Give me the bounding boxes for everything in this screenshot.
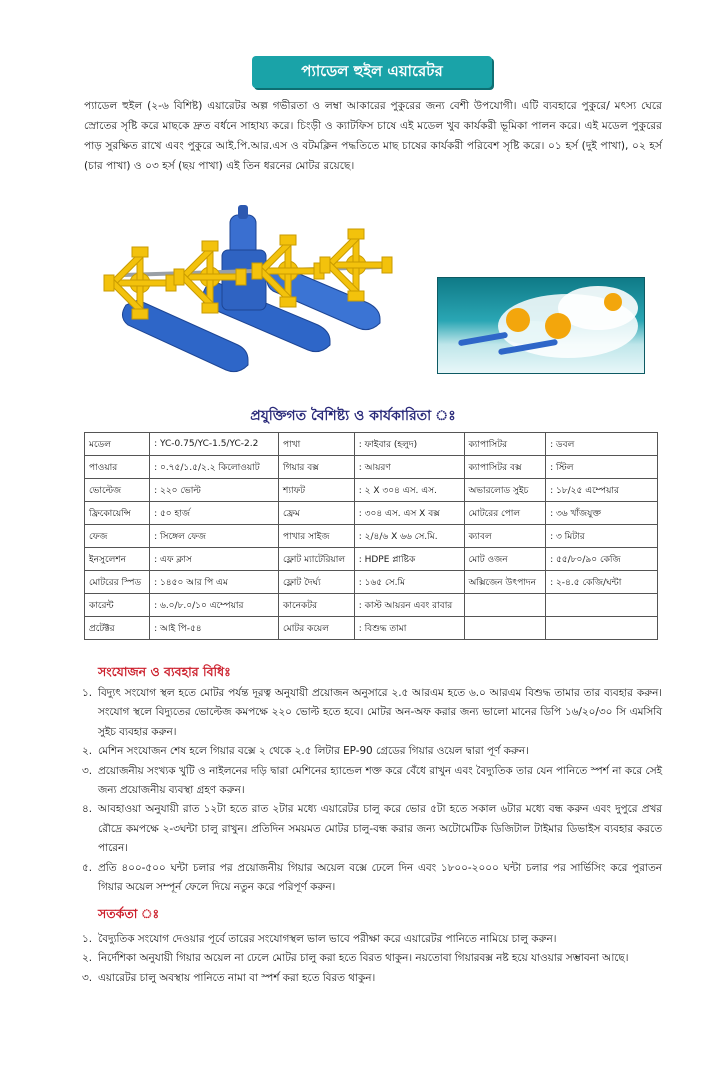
caution-heading: সতর্কতা ঃ — [98, 906, 160, 921]
spec-value: : YC-0.75/YC-1.5/YC-2.2 — [150, 433, 279, 456]
spec-key — [464, 617, 546, 640]
caution-list — [82, 930, 662, 988]
spec-value: : আয়রণ — [354, 456, 464, 479]
spec-key: কানেকটর — [279, 594, 355, 617]
spec-key: মোটরের স্পিড — [85, 571, 150, 594]
spec-value: : ৬.০/৮.০/১০ এম্পেয়ার — [150, 594, 279, 617]
spec-key: পাওয়ার — [85, 456, 150, 479]
spec-key: ফ্লোট দৈর্ঘ্য — [279, 571, 355, 594]
item-text: আবহাওয়া অনুযায়ী রাত ১২টা হতে রাত ২টার মধ্যে এয়ারেটর চালু করে ভোর ৫টা হতে সকাল ৬টার মধ্যে বন্ধ করুন এবং দুপুরে প্রখর রৌদ্রে কমপক্ষে ২-৩ঘন্টা চালু রাখুন। প্রতিদিন সময়মত মোটর চালু-বন্ধ করার জন্য অটোমেটিক ডিজিটাল টাইমার ডিভাইস ব্যবহার করতে পারেন। — [98, 803, 662, 855]
aerator-in-pond-photo — [437, 277, 645, 374]
item-text: বিদ্যুৎ সংযোগ স্থল হতে মোটর পর্যন্ত দূরত্ব অনুযায়ী প্রয়োজন অনুসারে ২.৫ আরএম হতে ৬.০ আরএম বিশুদ্ধ তামার তার ব্যবহার করুন। সংযোগ স্থলে বিদ্যুতের ভোল্টেজ কমপক্ষে ২২০ ভোল্ট হতে হবে। মোটর অন-অফ করার জন্য ভালো মানের ডিপি ১৬/২০/৩০ সি এমসিবি সুইচ ব্যবহার করুন। — [98, 687, 662, 738]
item-number: ৫. — [82, 861, 93, 874]
spec-key: প্রটেক্টর — [85, 617, 150, 640]
item-text: বৈদ্যুতিক সংযোগ দেওয়ার পূর্বে তারের সংযোগস্থল ভাল ভাবে পরীক্ষা করে এয়ারেটর পানিতে নামিয়ে চালু করুন। — [98, 933, 557, 945]
usage-heading: সংযোজন ও ব্যবহার বিধিঃ — [98, 664, 231, 679]
spec-value: : স্টিল — [546, 456, 658, 479]
spec-key: ইনসুলেশন — [85, 548, 150, 571]
spec-key: মোটর কয়েল — [279, 617, 355, 640]
spec-key: ফেজ — [85, 525, 150, 548]
spec-row — [85, 617, 658, 640]
item-number: ৪. — [82, 803, 93, 816]
spec-value — [546, 617, 658, 640]
spec-value — [546, 594, 658, 617]
item-number: ১. — [82, 933, 93, 945]
spec-heading: প্রযুক্তিগত বৈশিষ্ট্য ও কার্যকারিতা ঃ — [250, 408, 456, 424]
spec-value: : ১৪৫০ আর পি এম — [150, 571, 279, 594]
spec-value: : আই পি-৫৪ — [150, 617, 279, 640]
usage-step — [82, 800, 662, 858]
item-text: এয়ারেটর চালু অবস্থায় পানিতে নামা বা স্পর্শ করা হতে বিরত থাকুন। — [98, 971, 376, 984]
usage-list — [82, 684, 662, 897]
spec-value: : ৩০৪ এস. এস X বক্স — [354, 502, 464, 525]
spec-value: : ১৬৫ সে.মি — [354, 571, 464, 594]
item-number: ৩. — [82, 971, 93, 984]
item-number: ৩. — [82, 764, 93, 777]
spec-value: : ২/৪/৬ X ৬৬ সে.মি. — [354, 525, 464, 548]
item-text: মেশিন সংযোজন শেষ হলে গিয়ার বক্সে ২ থেকে ২.৫ লিটার EP-90 গ্রেডের গিয়ার ওয়েল দ্বারা পূর্ণ করুন। — [98, 745, 529, 758]
page-title: প্যাডেল হুইল এয়ারেটর — [252, 56, 492, 88]
spec-value: : ২ X ৩০৪ এস. এস. — [354, 479, 464, 502]
paddle-wheel-aerator-image — [98, 205, 398, 380]
item-text: নির্দেশিকা অনুযায়ী গিয়ার অয়েল না ঢেলে মোটর চালু করা হতে বিরত থাকুন। নয়তোবা গিয়ারবক্স নষ্ট হয়ে যাওয়ার সম্ভাবনা আছে। — [98, 952, 629, 965]
spec-row — [85, 571, 658, 594]
spec-value: : ৫০ হার্জ — [150, 502, 279, 525]
usage-step — [82, 742, 662, 761]
caution-item — [82, 930, 662, 949]
spec-value: : ৩ মিটার — [546, 525, 658, 548]
spec-key: পাখা — [279, 433, 355, 456]
caution-item — [82, 949, 662, 968]
spec-key: পাখার সাইজ — [279, 525, 355, 548]
spec-row — [85, 433, 658, 456]
spec-value: : ফাইবার (হলুদ) — [354, 433, 464, 456]
motor-gearbox — [222, 205, 266, 310]
spec-value: : HDPE প্লাষ্টিক — [354, 548, 464, 571]
spec-key: মডেল — [85, 433, 150, 456]
spec-table — [84, 432, 658, 640]
spec-key: ফ্রিকোয়েন্সি — [85, 502, 150, 525]
spec-row — [85, 456, 658, 479]
spec-row — [85, 479, 658, 502]
spec-key: ক্যাপাসিটর বক্স — [464, 456, 546, 479]
spec-value: : ডবল — [546, 433, 658, 456]
spec-value: : বিশুদ্ধ তামা — [354, 617, 464, 640]
spec-row — [85, 594, 658, 617]
spec-key: মোট ওজন — [464, 548, 546, 571]
spec-key: ফ্লোট ম্যাটেরিয়াল — [279, 548, 355, 571]
spec-key — [464, 594, 546, 617]
spec-row — [85, 548, 658, 571]
spec-value: : ৩৬ খাঁজযুক্ত — [546, 502, 658, 525]
spec-key: কারেন্ট — [85, 594, 150, 617]
spec-key: ক্যাপাসিটর — [464, 433, 546, 456]
spec-key: অভারলোড সুইচ — [464, 479, 546, 502]
usage-step — [82, 684, 662, 742]
item-text: প্রতি ৪০০-৫০০ ঘন্টা চলার পর প্রয়োজনীয় গিয়ার অয়েল বক্সে ঢেলে দিন এবং ১৮০০-২০০০ ঘন্টা চলার পর সার্ভিসিং করে পুরাতন গিয়ার অয়েল সম্পূর্ন ফেলে দিয়ে নতুন করে পরিপূর্ণ করুন। — [98, 861, 662, 894]
spec-key: ফ্রেম — [279, 502, 355, 525]
spec-value: : কাস্ট আয়রন এবং রাবার — [354, 594, 464, 617]
item-number: ২. — [82, 745, 93, 758]
caution-item — [82, 969, 662, 988]
spec-value: : ১৮/২৫ এম্পেয়ার — [546, 479, 658, 502]
spec-key: ক্যাবল — [464, 525, 546, 548]
spec-value: : সিঙ্গেল ফেজ — [150, 525, 279, 548]
spec-row — [85, 502, 658, 525]
usage-step — [82, 762, 662, 801]
usage-step — [82, 859, 662, 898]
item-number: ১. — [82, 687, 93, 699]
spec-value: : এফ ক্লাস — [150, 548, 279, 571]
item-text: প্রয়োজনীয় সংখ্যক খুটি ও নাইলনের দড়ি দ্বারা মেশিনের হ্যান্ডেল শক্ত করে বেঁধে রাখুন এবং বৈদ্যুতিক তার যেন পানিতে স্পর্শ না করে সেই জন্য প্রয়োজনীয় ব্যবস্থা গ্রহণ করুন। — [98, 764, 662, 797]
intro-paragraph: প্যাডেল হুইল (২-৬ বিশিষ্ট) এয়ারেটর অল্প গভীরতা ও লম্বা আকারের পুকুরের জন্য বেশী উপযোগী। এটি ব্যবহারে পুকুরে/ মৎস্য ঘেরে স্রোতের সৃষ্টি করে মাছকে দ্রুত বর্ধনে সাহায্য করে। চিংড়ী ও ক্যাটফিস চাষে এই মডেল খুব কার্যকরী ভূমিকা পালন করে। এই মডেল পুকুরের পাড় সুরক্ষিত রাখে এবং পুকুরে আই.পি.আর.এস ও বটমক্লিন পদ্ধতিতে মাছ চাষের কার্যকরী পরিবেশ সৃষ্টি করে। ০১ হর্স (দুই পাখা), ০২ হর্স (চার পাখা) ও ০৩ হর্স (ছয় পাখা) এই তিন ধরনের মোটর রয়েছে। — [84, 100, 662, 172]
spec-key: মোটরের পোল — [464, 502, 546, 525]
item-number: ২. — [82, 952, 93, 965]
spec-value: : ৫৫/৮০/৯০ কেজি — [546, 548, 658, 571]
spec-key: শ্যাফট — [279, 479, 355, 502]
spec-value: : ০.৭৫/১.৫/২.২ কিলোওয়াট — [150, 456, 279, 479]
spec-row — [85, 525, 658, 548]
spec-value: : ২২০ ভোল্ট — [150, 479, 279, 502]
spec-key: অক্সিজেন উৎপাদন — [464, 571, 546, 594]
spec-key: ভোল্টেজ — [85, 479, 150, 502]
spec-key: গিয়ার বক্স — [279, 456, 355, 479]
spec-value: : ২-৪.৫ কেজি/ঘন্টা — [546, 571, 658, 594]
